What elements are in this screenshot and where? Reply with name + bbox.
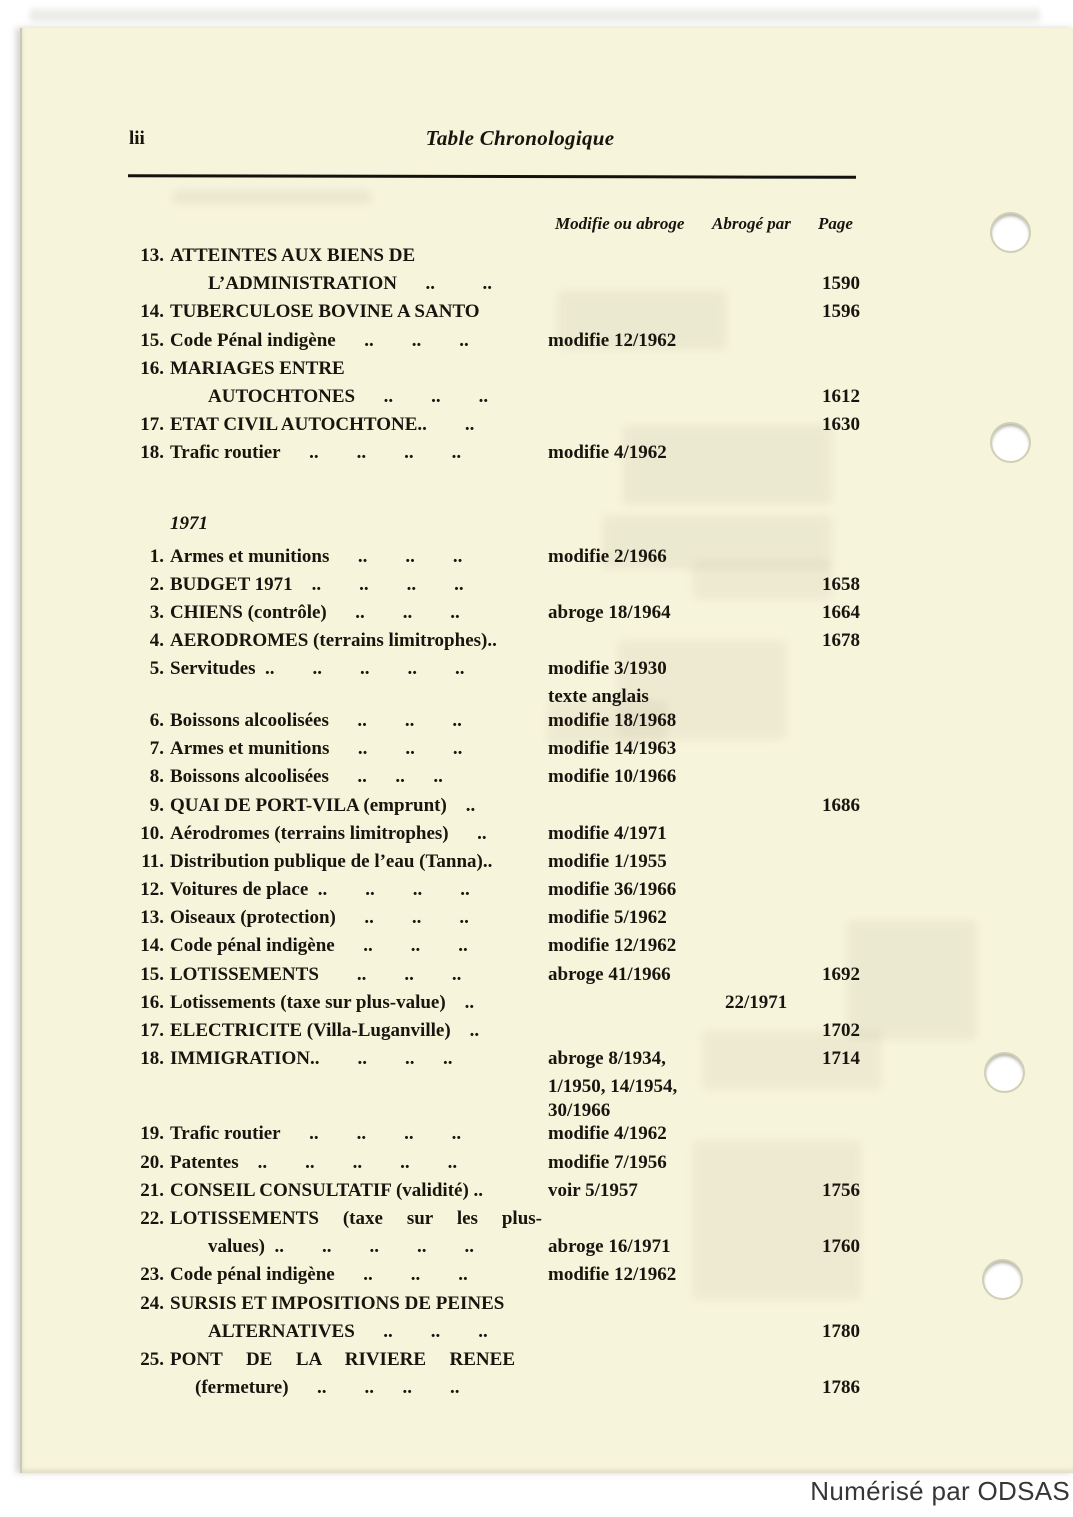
entry-number: 20. <box>140 1151 164 1173</box>
page-number: 1760 <box>822 1236 860 1258</box>
table-row <box>128 301 860 329</box>
entry-title: Aérodromes (terrains limitrophes) .. <box>170 822 487 844</box>
table-row <box>128 358 860 386</box>
entry-title: Distribution publique de l’eau (Tanna).. <box>170 850 493 872</box>
page-number: 1630 <box>822 414 860 436</box>
page-number: 1786 <box>822 1377 860 1399</box>
entry-number: 14. <box>140 301 164 323</box>
table-row <box>128 574 860 602</box>
table-row <box>128 1180 860 1208</box>
entry-title: ALTERNATIVES .. .. .. <box>208 1320 488 1342</box>
entry-title: Trafic routier .. .. .. .. <box>170 442 462 464</box>
entry-number: 17. <box>140 414 164 436</box>
modifie-ou-abroge-value: modifie 36/1966 <box>548 879 677 901</box>
table-row <box>128 686 860 710</box>
table-row <box>128 330 860 358</box>
table-row <box>128 710 860 738</box>
entry-number: 4. <box>149 630 164 652</box>
folio-number: lii <box>129 128 145 149</box>
entry-number: 3. <box>149 601 164 623</box>
modifie-ou-abroge-value: modifie 4/1971 <box>548 822 667 844</box>
table-row <box>128 273 860 301</box>
table-row <box>128 1293 860 1321</box>
entry-title: Boissons alcoolisées .. .. .. <box>170 709 462 731</box>
table-row <box>128 1048 860 1076</box>
modifie-ou-abroge-value: modifie 12/1962 <box>548 935 677 957</box>
page-number: 1590 <box>822 273 860 295</box>
entry-title: CONSEIL CONSULTATIF (validité) .. <box>170 1179 484 1201</box>
page-number: 1702 <box>822 1020 860 1041</box>
entry-title: (fermeture) .. .. .. .. <box>195 1377 460 1399</box>
entry-title: values) .. .. .. .. .. <box>208 1236 474 1258</box>
table-row <box>128 738 860 766</box>
entry-title: Trafic routier .. .. .. .. <box>170 1123 462 1145</box>
entry-number: 14. <box>140 935 164 957</box>
entry-title: Code Pénal indigène .. .. .. <box>170 329 469 351</box>
table-row <box>128 935 860 963</box>
table-row <box>128 1321 860 1349</box>
modifie-ou-abroge-value: modifie 5/1962 <box>548 907 667 929</box>
table-row <box>128 851 860 879</box>
entry-title: CHIENS (contrôle) .. .. .. <box>170 601 460 623</box>
entry-title: Lotissements (taxe sur plus-value) .. <box>170 991 475 1013</box>
table-row <box>128 823 860 851</box>
year-heading <box>128 513 860 546</box>
modifie-ou-abroge-value: abroge 16/1971 <box>548 1236 671 1258</box>
odsas-watermark: Numérisé par ODSAS <box>810 1476 1070 1506</box>
page-number: 1780 <box>822 1320 860 1342</box>
punch-hole <box>992 214 1029 251</box>
entry-number: 2. <box>149 573 164 595</box>
table-row <box>128 602 860 630</box>
entry-number: 8. <box>149 766 164 788</box>
entry-title: PONT DE LA RIVIERE RENEE <box>170 1348 515 1370</box>
modifie-ou-abroge-value: abroge 41/1966 <box>548 963 671 985</box>
entry-title: Patentes .. .. .. .. .. <box>170 1151 458 1173</box>
entry-number: 18. <box>140 442 164 464</box>
page-number: 1678 <box>822 630 860 652</box>
entry-title: Code pénal indigène .. .. .. <box>170 1264 468 1286</box>
entry-title: QUAI DE PORT-VILA (emprunt) .. <box>170 794 476 816</box>
column-header-modifie: Modifie ou abroge <box>555 214 685 233</box>
table-row <box>128 1076 860 1100</box>
year-label: 1971 <box>170 512 208 534</box>
entry-title: LOTISSEMENTS (taxe sur les plus- <box>170 1207 542 1229</box>
entry-number: 5. <box>149 658 164 680</box>
entry-title: Armes et munitions .. .. .. <box>170 738 463 760</box>
table-row <box>128 414 860 442</box>
entry-number: 6. <box>149 709 164 731</box>
abroge-par-value: 22/1971 <box>725 991 788 1013</box>
entry-number: 13. <box>140 907 164 929</box>
page-number: 1714 <box>822 1048 860 1070</box>
entry-number: 11. <box>141 850 164 872</box>
entry-title: L’ADMINISTRATION .. .. <box>208 273 492 295</box>
modifie-ou-abroge-value: modifie 2/1966 <box>548 545 667 567</box>
entry-title: TUBERCULOSE BOVINE A SANTO <box>170 301 480 323</box>
column-header-abroge: Abrogé par <box>712 214 791 233</box>
table-row <box>128 1264 860 1292</box>
page-title: Table Chronologique <box>425 126 615 150</box>
section-gap <box>128 471 860 513</box>
entry-title: BUDGET 1971 .. .. .. .. <box>170 573 464 595</box>
modifie-ou-abroge-value: 30/1966 <box>548 1099 611 1121</box>
table-row <box>128 1236 860 1264</box>
entry-title: Servitudes .. .. .. .. .. <box>170 658 465 680</box>
entry-title: AUTOCHTONES .. .. .. <box>208 385 489 407</box>
entry-title: ATTEINTES AUX BIENS DE <box>170 245 416 266</box>
entry-title: Code pénal indigène .. .. .. <box>170 935 468 957</box>
table-row <box>128 1123 860 1151</box>
entry-title: Oiseaux (protection) .. .. .. <box>170 907 469 929</box>
modifie-ou-abroge-value: modifie 7/1956 <box>548 1151 667 1173</box>
entry-title: Voitures de place .. .. .. .. <box>170 879 470 901</box>
modifie-ou-abroge-value: modifie 12/1962 <box>548 1264 677 1286</box>
toc-table <box>128 214 860 1405</box>
table-row <box>128 964 860 992</box>
table-row <box>128 1100 860 1124</box>
modifie-ou-abroge-value: voir 5/1957 <box>548 1179 638 1201</box>
entry-title: LOTISSEMENTS .. .. .. <box>170 963 462 985</box>
punch-hole <box>992 424 1029 461</box>
page-number: 1692 <box>822 963 860 985</box>
punch-hole <box>984 1261 1021 1298</box>
entry-title: Boissons alcoolisées .. .. .. <box>170 766 443 788</box>
entry-title: Armes et munitions .. .. .. <box>170 545 463 567</box>
page-number: 1756 <box>822 1179 860 1201</box>
entry-number: 23. <box>140 1264 164 1286</box>
page-number: 1686 <box>822 794 860 816</box>
entry-title: ELECTRICITE (Villa-Luganville) .. <box>170 1020 480 1041</box>
table-row <box>128 442 860 470</box>
entry-number: 16. <box>140 357 164 379</box>
modifie-ou-abroge-value: modifie 1/1955 <box>548 850 667 872</box>
entry-number: 19. <box>140 1123 164 1145</box>
entry-number: 9. <box>149 794 164 816</box>
column-headers <box>128 214 860 245</box>
entry-number: 13. <box>140 245 164 266</box>
entry-title: ETAT CIVIL AUTOCHTONE.. .. <box>170 414 475 436</box>
scanner-edge-artifact <box>30 9 1040 22</box>
entry-number: 7. <box>149 738 164 760</box>
table-row <box>128 546 860 574</box>
table-row <box>128 1349 860 1377</box>
entry-number: 17. <box>140 1020 164 1041</box>
modifie-ou-abroge-value: 1/1950, 14/1954, <box>548 1076 678 1098</box>
bleed-through-artifact <box>847 920 977 1040</box>
modifie-ou-abroge-value: modifie 4/1962 <box>548 1123 667 1145</box>
page-number: 1612 <box>822 385 860 407</box>
page-number: 1658 <box>822 573 860 595</box>
entry-number: 15. <box>140 963 164 985</box>
entry-title: AERODROMES (terrains limitrophes).. <box>170 630 497 652</box>
table-row <box>128 1152 860 1180</box>
table-row <box>128 766 860 794</box>
table-row <box>128 658 860 686</box>
entry-title: MARIAGES ENTRE <box>170 357 345 379</box>
modifie-ou-abroge-value: texte anglais <box>548 686 649 708</box>
modifie-ou-abroge-value: modifie 4/1962 <box>548 442 667 464</box>
column-header-page: Page <box>818 214 853 233</box>
table-row <box>128 245 860 273</box>
modifie-ou-abroge-value: modifie 18/1968 <box>548 709 677 731</box>
page-number: 1596 <box>822 301 860 323</box>
entry-number: 22. <box>140 1207 164 1229</box>
entry-number: 16. <box>140 991 164 1013</box>
table-row <box>128 992 860 1020</box>
entry-number: 1. <box>149 545 164 567</box>
page-number: 1664 <box>822 601 860 623</box>
modifie-ou-abroge-value: modifie 12/1962 <box>548 329 677 351</box>
modifie-ou-abroge-value: modifie 14/1963 <box>548 738 677 760</box>
modifie-ou-abroge-value: modifie 10/1966 <box>548 766 677 788</box>
modifie-ou-abroge-value: modifie 3/1930 <box>548 658 667 680</box>
table-row <box>128 795 860 823</box>
entry-number: 25. <box>140 1348 164 1370</box>
entry-number: 15. <box>140 329 164 351</box>
entry-number: 21. <box>140 1179 164 1201</box>
modifie-ou-abroge-value: abroge 18/1964 <box>548 601 671 623</box>
entry-title: IMMIGRATION.. .. .. .. <box>170 1048 453 1070</box>
table-row <box>128 1208 860 1236</box>
table-row <box>128 1020 860 1048</box>
table-row <box>128 630 860 658</box>
bleed-through-artifact <box>172 190 372 204</box>
entry-number: 12. <box>140 879 164 901</box>
entry-number: 10. <box>140 822 164 844</box>
table-row <box>128 879 860 907</box>
entry-number: 18. <box>140 1048 164 1070</box>
entry-title: SURSIS ET IMPOSITIONS DE PEINES <box>170 1292 505 1314</box>
entry-number: 24. <box>140 1292 164 1314</box>
table-row <box>128 386 860 414</box>
punch-hole <box>986 1054 1023 1091</box>
table-row <box>128 907 860 935</box>
modifie-ou-abroge-value: abroge 8/1934, <box>548 1048 666 1070</box>
table-row <box>128 1377 860 1405</box>
